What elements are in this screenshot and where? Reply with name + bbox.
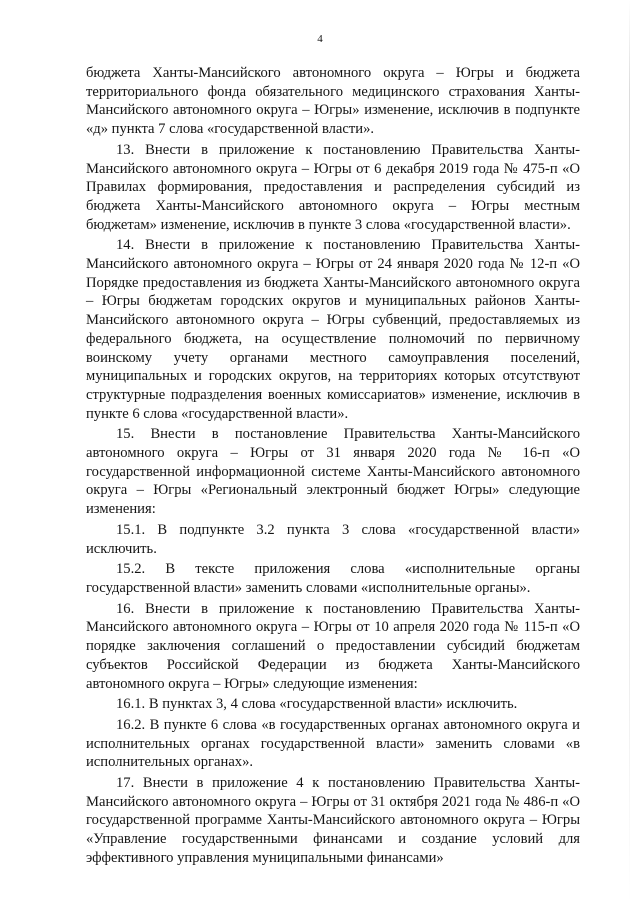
paragraph-item-14: 14. Внести в приложение к постановлению Правительства Ханты-Мансийского автономного округа – Югры от 24 января 2020 года № 12-п «О Порядке предоставления из бюджета Ханты-Мансийского автономного округа – Югры бюджетам городских округов и муниципальных районов Ханты-Мансийского автономного округа – Югры субвенций, предоставляемых из федерального бюджета, на осуществление полномочий по первичному воинскому учету органами местного самоуправления поселений, муниципальных и городских округов, на территориях которых отсутствуют структурные подразделения военных комиссариатов» изменение, исключив в пункте 6 слова «государственной власти». [86,237,580,422]
page-number: 4 [317,33,323,45]
paragraph-item-15-1: 15.1. В подпункте 3.2 пункта 3 слова «государственной власти» исключить. [86,521,580,557]
paragraph-item-13: 13. Внести в приложение к постановлению Правительства Ханты-Мансийского автономного округа – Югры от 6 декабря 2019 года № 475-п «О Правилах формирования, предоставления и распределения субсидий из бюджета Ханты-Мансийского автономного округа – Югры местным бюджетам» изменение, исключив в пункте 3 слова «государственной власти». [86,141,580,233]
paragraph-item-16: 16. Внести в приложение к постановлению Правительства Ханты-Мансийского автономного округа – Югры от 10 апреля 2020 года № 115-п «О порядке заключения соглашений о предоставлении субсидий бюджетам субъектов Российской Федерации из бюджета Ханты-Мансийского автономного округа – Югры» следующие изменения: [86,600,580,692]
paragraph-item-17: 17. Внести в приложение 4 к постановлению Правительства Ханты-Мансийского автономного округа – Югры от 31 октября 2021 года № 486-п «О государственной программе Ханты-Мансийского автономного округа – Югры «Управление государственными финансами и создание условий для эффективного управления муниципальными финансами» [86,775,580,866]
paragraph-item-15: 15. Внести в постановление Правительства Ханты-Мансийского автономного округа – Югры от 31 января 2020 года № 16-п «О государственной информационной системе Ханты-Мансийского автономного округа – Югры «Региональный электронный бюджет Югры» следующие изменения: [86,426,580,518]
paragraph-item-16-1: 16.1. В пунктах 3, 4 слова «государственной власти» исключить. [116,696,518,713]
paragraph-continuation: бюджета Ханты-Мансийского автономного округа – Югры и бюджета территориального фонда обязательного медицинского страхования Ханты-Мансийского автономного округа – Югры» изменение, исключив в подпункте «д» пункта 7 слова «государственной власти». [86,65,580,138]
paragraph-item-16-2: 16.2. В пункте 6 слова «в государственных органах автономного округа и исполнительных органах государственной власти» заменить словами «в исполнительных органах». [86,716,580,771]
document-body [86,64,580,870]
scan-edge [629,0,630,905]
paragraph-item-15-2: 15.2. В тексте приложения слова «исполнительные органы государственной власти» заменить словами «исполнительные органы». [86,561,580,596]
